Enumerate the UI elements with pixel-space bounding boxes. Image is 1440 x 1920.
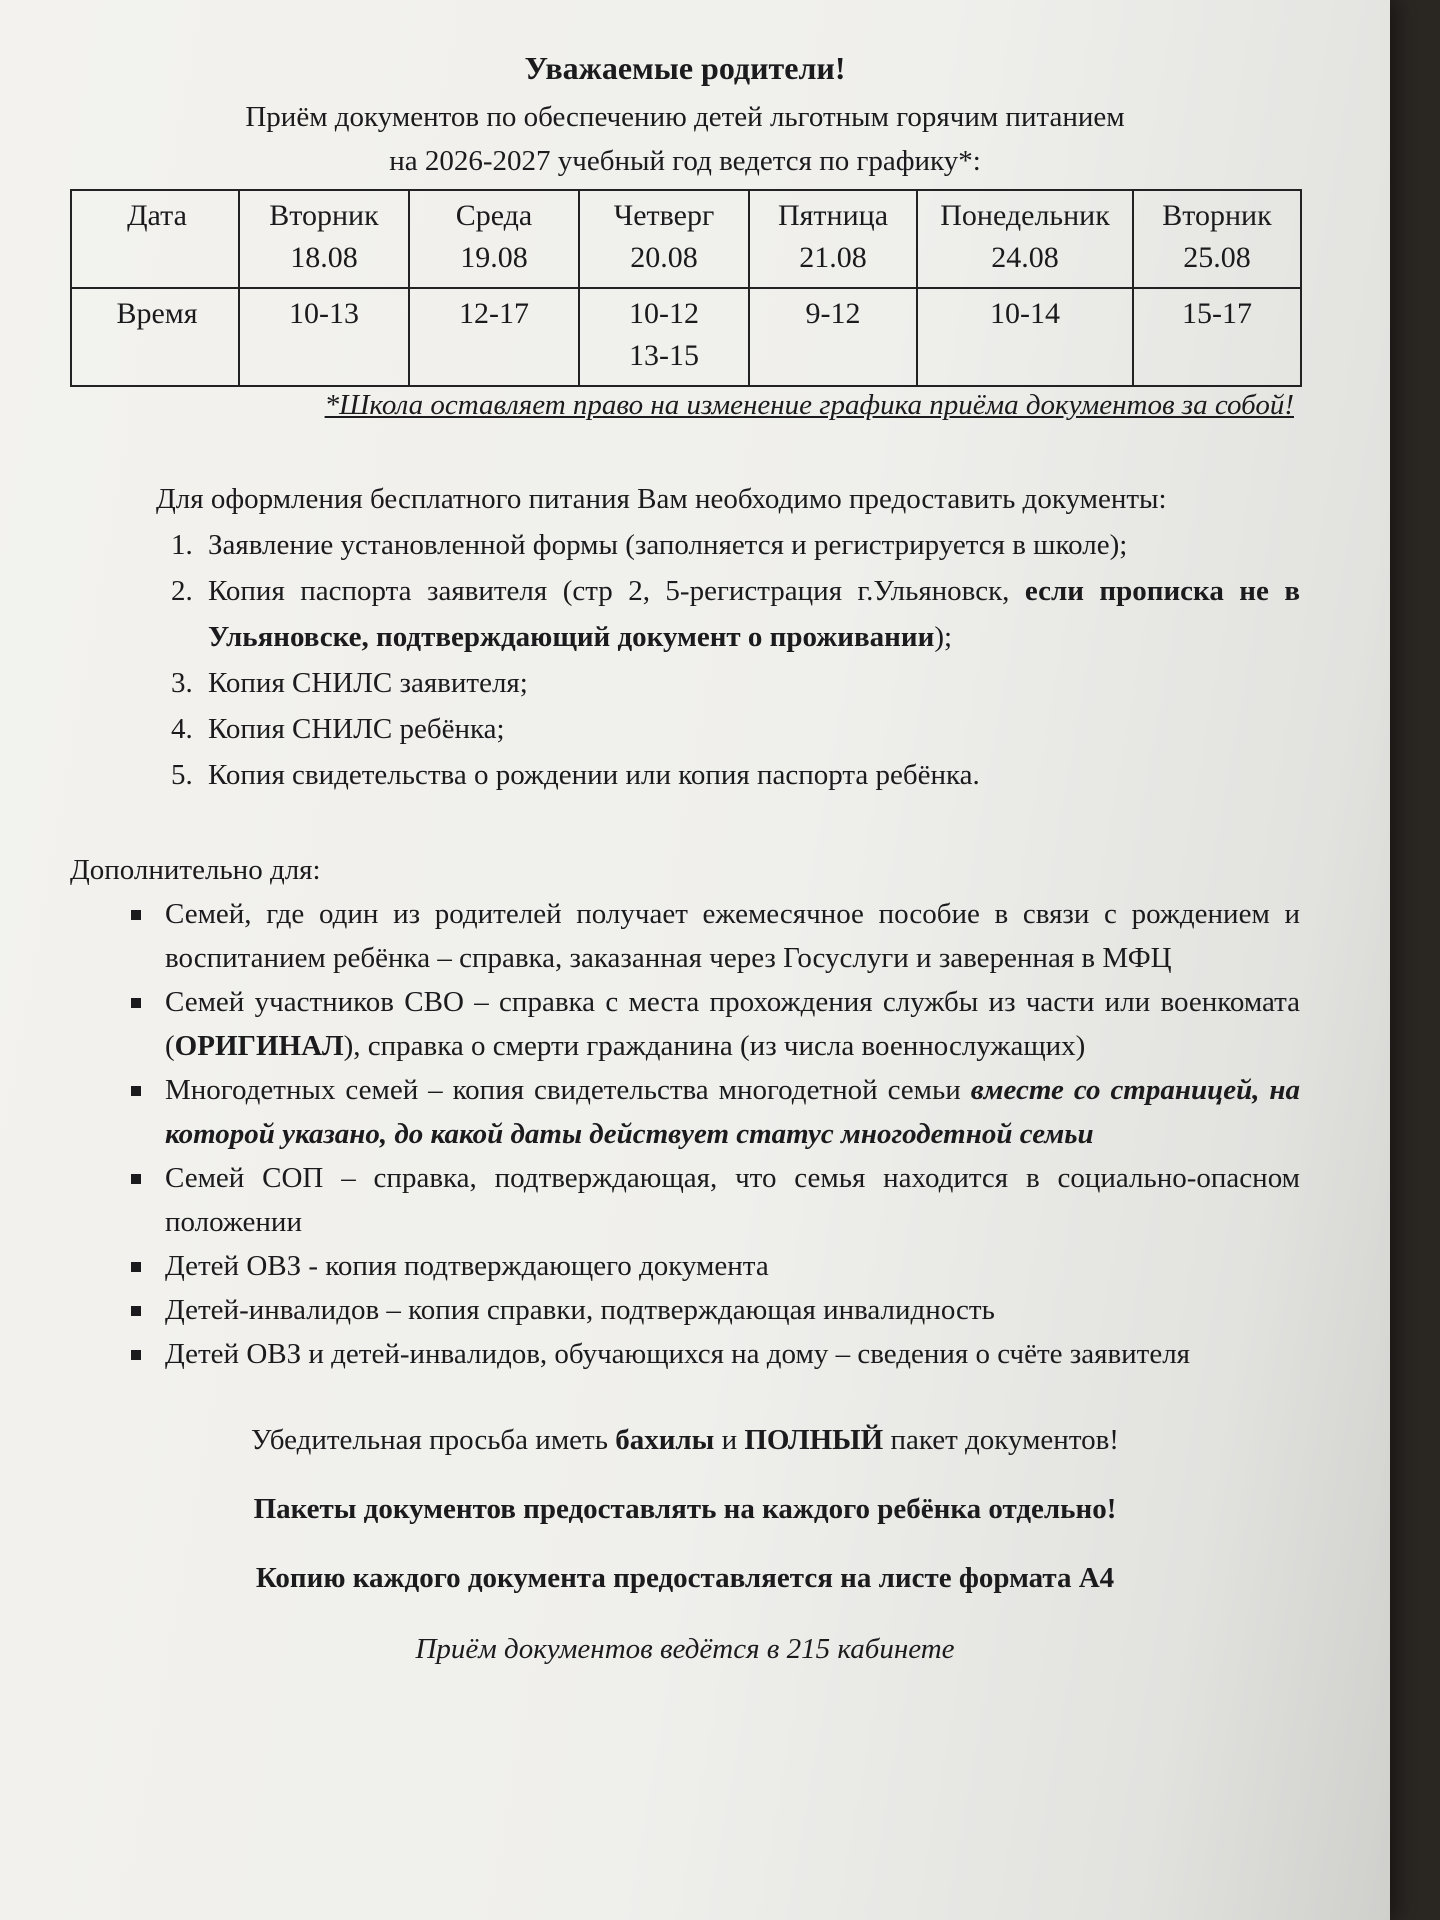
list-item bbox=[165, 892, 1300, 980]
list-item-bold-text: если прописка не в Ульяновске, подтверждающий документ о проживании bbox=[208, 575, 1300, 653]
date-value: 20.08 bbox=[630, 241, 698, 274]
list-item-text: Копия паспорта заявителя (стр 2, 5-регистрация г.Ульяновск, bbox=[208, 575, 1025, 607]
list-item-text: Детей-инвалидов – копия справки, подтверждающая инвалидность bbox=[165, 1294, 995, 1326]
square-bullet-icon bbox=[131, 1262, 141, 1272]
list-item-text: Заявление установленной формы (заполняется и регистрируется в школе); bbox=[208, 529, 1128, 561]
list-item bbox=[200, 706, 1300, 752]
list-item-text: Копия СНИЛС ребёнка; bbox=[208, 713, 505, 745]
list-item-bold-text: ОРИГИНАЛ bbox=[174, 1030, 344, 1062]
list-item bbox=[165, 1244, 1300, 1288]
list-item bbox=[165, 1068, 1300, 1156]
list-item bbox=[200, 660, 1300, 706]
request-text: пакет документов! bbox=[883, 1424, 1119, 1456]
list-item-text: Многодетных семей – копия свидетельства многодетной семьи bbox=[165, 1074, 971, 1106]
office-footer: Приём документов ведётся в 215 кабинете bbox=[415, 1633, 955, 1665]
time-value: 12-17 bbox=[459, 297, 529, 330]
list-item-text: Семей СОП – справка, подтверждающая, что семья находится в социально-опасном положении bbox=[165, 1162, 1300, 1238]
schedule-date-row bbox=[71, 190, 1301, 288]
date-value: 24.08 bbox=[991, 241, 1059, 274]
schedule-date-cell bbox=[409, 190, 579, 288]
time-value: 10-14 bbox=[990, 297, 1060, 330]
schedule-date-cell bbox=[579, 190, 749, 288]
square-bullet-icon bbox=[131, 910, 141, 920]
intro-line-2: на 2026-2027 учебный год ведется по графику*: bbox=[389, 145, 981, 177]
date-value: 18.08 bbox=[290, 241, 358, 274]
notice-heading: Уважаемые родители! bbox=[524, 50, 846, 86]
documents-intro: Для оформления бесплатного питания Вам необходимо предоставить документы: bbox=[156, 483, 1167, 515]
list-item-text: ), справка о смерти гражданина (из числа военнослужащих) bbox=[343, 1030, 1086, 1062]
day-name: Пятница bbox=[777, 199, 889, 232]
schedule-date-cell bbox=[917, 190, 1133, 288]
time-value-second: 13-15 bbox=[629, 339, 699, 372]
documents-list bbox=[70, 522, 1300, 798]
list-item-text: Копия свидетельства о рождении или копия паспорта ребёнка. bbox=[208, 759, 980, 791]
intro-line-1: Приём документов по обеспечению детей льготным горячим питанием bbox=[245, 101, 1125, 133]
list-item bbox=[165, 980, 1300, 1068]
schedule-time-cell bbox=[749, 288, 917, 386]
date-value: 19.08 bbox=[460, 241, 528, 274]
list-item bbox=[165, 1156, 1300, 1244]
time-value: 10-12 bbox=[629, 297, 699, 330]
time-value: 9-12 bbox=[805, 297, 861, 330]
square-bullet-icon bbox=[131, 998, 141, 1008]
schedule-time-cell bbox=[1133, 288, 1301, 386]
list-item bbox=[165, 1288, 1300, 1332]
schedule-date-cell bbox=[239, 190, 409, 288]
list-item bbox=[200, 752, 1300, 798]
square-bullet-icon bbox=[131, 1086, 141, 1096]
schedule-table bbox=[70, 189, 1302, 387]
schedule-time-cell bbox=[409, 288, 579, 386]
schedule-time-cell bbox=[917, 288, 1133, 386]
day-name: Понедельник bbox=[940, 199, 1110, 232]
list-item-text: Детей ОВЗ - копия подтверждающего документа bbox=[165, 1250, 769, 1282]
row-label-time: Время bbox=[71, 288, 239, 386]
day-name: Четверг bbox=[613, 199, 715, 232]
request-bold-text: бахилы bbox=[615, 1424, 715, 1456]
schedule-note: *Школа оставляет право на изменение графика приёма документов за собой! bbox=[324, 389, 1294, 421]
day-name: Вторник bbox=[269, 199, 379, 232]
list-item-text: Семей участников СВО – справка с места прохождения службы из части или военкомата ( bbox=[165, 986, 1300, 1062]
request-line bbox=[70, 1424, 1300, 1457]
row-label-date: Дата bbox=[71, 190, 239, 288]
list-item-text: Копия СНИЛС заявителя; bbox=[208, 667, 528, 699]
schedule-time-cell bbox=[579, 288, 749, 386]
list-item-text: ); bbox=[934, 621, 953, 653]
date-value: 21.08 bbox=[799, 241, 867, 274]
additional-intro: Дополнительно для: bbox=[70, 854, 321, 886]
square-bullet-icon bbox=[131, 1174, 141, 1184]
request-text: и bbox=[714, 1424, 745, 1456]
additional-list bbox=[70, 892, 1300, 1376]
schedule-date-cell bbox=[1133, 190, 1301, 288]
notice-content bbox=[70, 50, 1300, 1695]
list-item-text: Семей, где один из родителей получает ежемесячное пособие в связи с рождением и воспитанием ребёнка – справка, заказанная через Госуслуги и заверенная в МФЦ bbox=[165, 898, 1300, 974]
schedule-time-cell bbox=[239, 288, 409, 386]
packages-line: Пакеты документов предоставлять на каждого ребёнка отдельно! bbox=[253, 1493, 1117, 1525]
schedule-date-cell bbox=[749, 190, 917, 288]
square-bullet-icon bbox=[131, 1350, 141, 1360]
list-item-bold-italic-text: вместе со страницей, на которой указано, до какой даты действует статус многодетной семьи bbox=[165, 1074, 1301, 1150]
request-text: Убедительная просьба иметь bbox=[251, 1424, 616, 1456]
request-bold-text: ПОЛНЫЙ bbox=[744, 1424, 884, 1456]
copy-format-line: Копию каждого документа предоставляется на листе формата А4 bbox=[255, 1562, 1115, 1594]
time-value: 15-17 bbox=[1182, 297, 1252, 330]
square-bullet-icon bbox=[131, 1306, 141, 1316]
day-name: Вторник bbox=[1162, 199, 1272, 232]
list-item-text: Детей ОВЗ и детей-инвалидов, обучающихся на дому – сведения о счёте заявителя bbox=[165, 1338, 1191, 1370]
time-value: 10-13 bbox=[289, 297, 359, 330]
date-value: 25.08 bbox=[1183, 241, 1251, 274]
schedule-time-row bbox=[71, 288, 1301, 386]
list-item bbox=[200, 522, 1300, 568]
day-name: Среда bbox=[455, 199, 533, 232]
list-item bbox=[165, 1332, 1300, 1376]
list-item bbox=[200, 568, 1300, 660]
